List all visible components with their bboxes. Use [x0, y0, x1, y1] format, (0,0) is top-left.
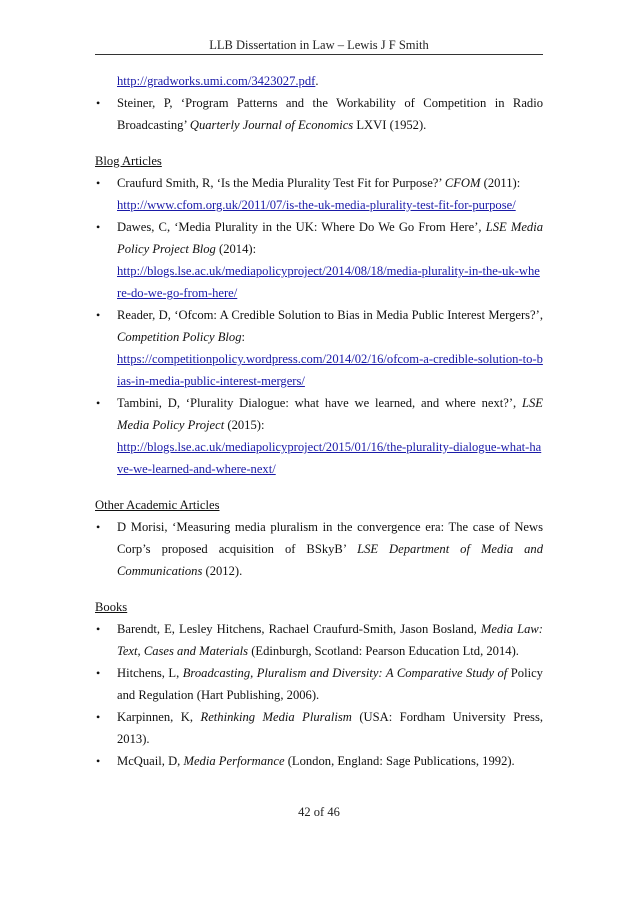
entry-title-italic: Rethinking Media Pluralism — [200, 710, 352, 724]
bullet-icon: • — [96, 96, 101, 110]
entry-text-tail: (2012). — [202, 564, 243, 578]
bibliography-content — [95, 70, 543, 772]
entry-title-italic: Media Law: Text, Cases and Materials — [117, 622, 543, 658]
header-rule — [95, 54, 543, 55]
entry-title-italic: Broadcasting, Pluralism and Diversity: A Comparative Study of — [182, 666, 508, 680]
entry-text: Dawes, C, ‘Media Plurality in the UK: Where Do We Go From Here’, — [117, 220, 486, 234]
entry-text: Craufurd Smith, R, ‘Is the Media Plurality Test Fit for Purpose?’ — [117, 176, 445, 190]
entry-title-italic: LSE Media Policy Project Blog — [117, 220, 543, 256]
section-heading: Books — [95, 600, 128, 614]
entry-url-tail: . — [315, 74, 319, 88]
entry-text-tail: (USA: Fordham University Press, 2013). — [117, 710, 544, 746]
entry-text-tail: (London, England: Sage Publications, 1992). — [284, 754, 515, 768]
entry-text-tail: Policy and Regulation (Hart Publishing, 2006). — [117, 666, 543, 702]
bibliography-entry — [95, 304, 543, 392]
section-heading: Other Academic Articles — [95, 498, 220, 512]
entry-title-italic: LSE Department of Media and Communications — [117, 542, 543, 578]
entry-text: Karpinnen, K, — [117, 710, 201, 724]
bullet-icon: • — [96, 176, 101, 190]
bibliography-entry — [95, 618, 543, 662]
bibliography-entry — [95, 706, 543, 750]
entry-text: Tambini, D, ‘Plurality Dialogue: what have we learned, and where next?’, — [117, 396, 522, 410]
entry-text: Reader, D, ‘Ofcom: A Credible Solution to Bias in Media Public Interest Mergers?’, — [117, 308, 543, 322]
bullet-icon: • — [96, 220, 101, 234]
entry-title-italic: CFOM — [444, 176, 481, 190]
entry-text-tail: : — [241, 330, 246, 344]
entry-text: Hitchens, L, — [117, 666, 183, 680]
bullet-icon: • — [96, 666, 101, 680]
bibliography-entry — [95, 216, 543, 304]
bullet-icon: • — [96, 396, 101, 410]
bibliography-entry — [95, 92, 543, 136]
entry-url[interactable]: http://www.cfom.org.uk/2011/07/is-the-uk-media-plurality-test-fit-for-purpose/ — [117, 198, 516, 212]
page-number: 42 of 46 — [298, 805, 340, 819]
entry-text-tail: (2011): — [480, 176, 521, 190]
entry-url[interactable]: http://blogs.lse.ac.uk/mediapolicyproject/2015/01/16/the-plurality-dialogue-what-have-we-learned-and-where-next/ — [117, 440, 542, 476]
page-header: LLB Dissertation in Law – Lewis J F Smith — [209, 38, 429, 52]
entry-url[interactable]: http://gradworks.umi.com/3423027.pdf — [117, 74, 316, 88]
section-heading: Blog Articles — [95, 154, 162, 168]
bibliography-entry — [95, 392, 543, 480]
continued-entry — [95, 70, 543, 92]
entry-url[interactable]: https://competitionpolicy.wordpress.com/2014/02/16/ofcom-a-credible-solution-to-bias-in-media-public-interest-mergers/ — [117, 352, 543, 388]
entry-text-tail: LXVI (1952). — [353, 118, 427, 132]
bibliography-entry — [95, 662, 543, 706]
entry-url[interactable]: http://blogs.lse.ac.uk/mediapolicyproject/2014/08/18/media-plurality-in-the-uk-where-do-we-go-from-here/ — [117, 264, 540, 300]
entry-title-italic: Media Performance — [183, 754, 285, 768]
bullet-icon: • — [96, 622, 101, 636]
entry-title-italic: LSE Media Policy Project — [117, 396, 543, 432]
bibliography-entry — [95, 172, 543, 216]
bullet-icon: • — [96, 520, 101, 534]
entry-text: Barendt, E, Lesley Hitchens, Rachael Craufurd-Smith, Jason Bosland, — [117, 622, 481, 636]
bibliography-entry — [95, 750, 543, 772]
bullet-icon: • — [96, 710, 101, 724]
entry-text: McQuail, D, — [117, 754, 184, 768]
bullet-icon: • — [96, 754, 101, 768]
entry-text: D Morisi, ‘Measuring media pluralism in the convergence era: The case of News Corp’s proposed acquisition of BSkyB’ — [117, 520, 543, 556]
bibliography-entry — [95, 516, 543, 582]
entry-title-italic: Quarterly Journal of Economics — [189, 118, 354, 132]
entry-text-tail: (2014): — [215, 242, 257, 256]
bullet-icon: • — [96, 308, 101, 322]
entry-text-tail: (2015): — [224, 418, 265, 432]
entry-text-tail: (Edinburgh, Scotland: Pearson Education Ltd, 2014). — [248, 644, 519, 658]
entry-text: Steiner, P, ‘Program Patterns and the Workability of Competition in Radio Broadcasting’ — [117, 96, 543, 132]
bibliography-sections — [95, 150, 543, 772]
entry-title-italic: Competition Policy Blog — [117, 330, 242, 344]
top-entries — [95, 92, 543, 136]
